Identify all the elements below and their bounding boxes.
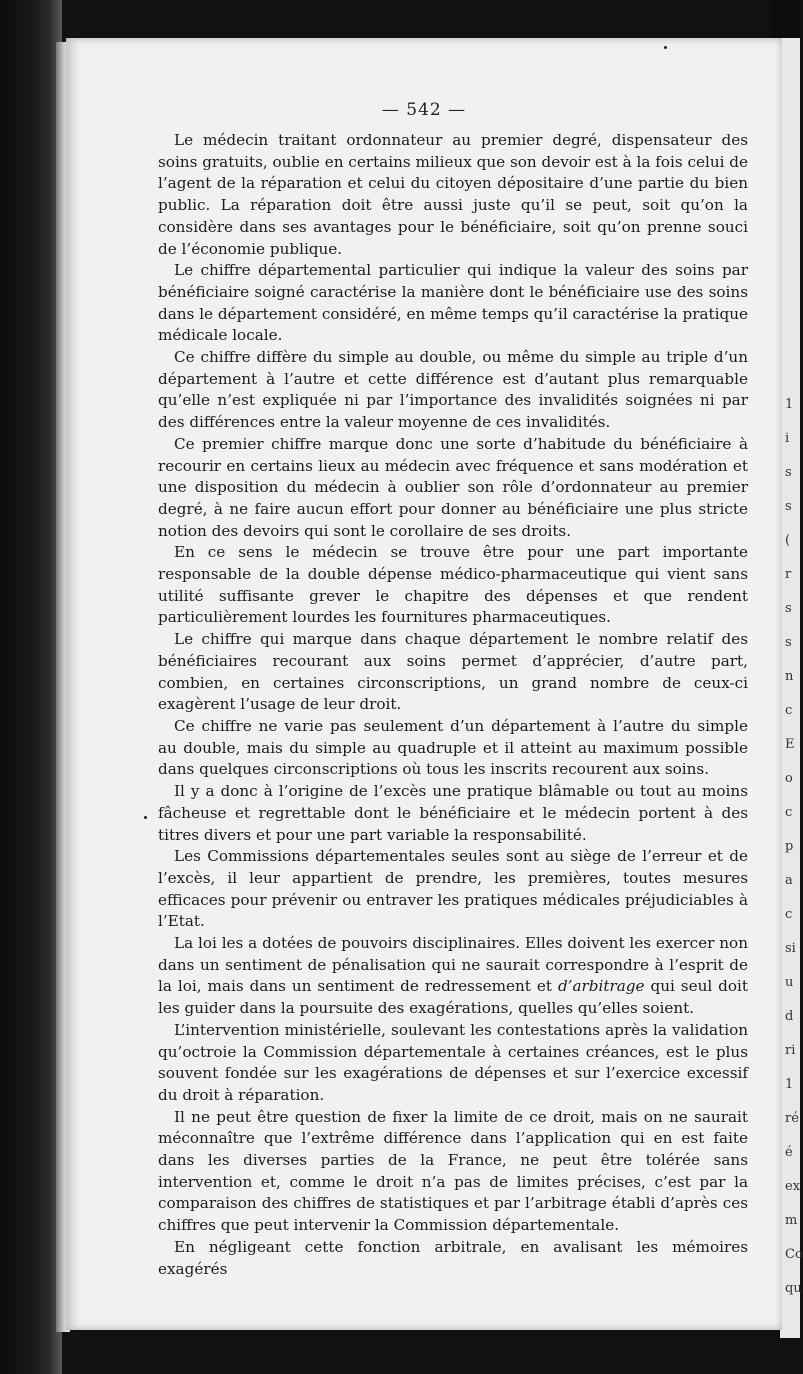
paragraph: En négligeant cette fonction arbitrale, en avalisant les mémoires exagérés xyxy=(158,1237,748,1278)
italic-term: d’arbitrage xyxy=(557,977,645,996)
adjacent-page-fragment: s xyxy=(785,465,792,480)
adjacent-page-fragment: s xyxy=(785,499,792,514)
adjacent-page-fragment: s xyxy=(785,635,792,650)
adjacent-page-fragment: ex xyxy=(785,1179,801,1194)
adjacent-page-fragment: m xyxy=(785,1213,798,1228)
adjacent-page-fragment: c xyxy=(785,805,793,820)
document-page xyxy=(66,38,782,1330)
adjacent-page-fragment: 1 xyxy=(785,1077,794,1092)
adjacent-page-fragment: 1 xyxy=(785,397,794,412)
paragraph xyxy=(158,933,748,1020)
paragraph: Les Commissions départementales seules sont au siège de l’erreur et de l’excès, il leur appartient de prendre, les premières, toutes mesures efficaces pour prévenir ou entraver les pratiques médicales préjudiciables à l’Etat. xyxy=(158,847,748,931)
adjacent-page-fragment: u xyxy=(785,975,794,990)
paragraph: Le chiffre qui marque dans chaque département le nombre relatif des bénéficiaires recourant aux soins permet d’apprécier, d’autre part, combien, en certaines circonscriptions, un grand nombre de ceux-ci exagèrent l’usage de leur droit. xyxy=(158,630,748,714)
adjacent-page-fragment: c xyxy=(785,703,793,718)
adjacent-page-edge xyxy=(780,38,803,1338)
paragraph: Ce chiffre ne varie pas seulement d’un département à l’autre du simple au double, mais du simple au quadruple et il atteint au maximum possible dans quelques circonscriptions où tous les inscrits recourent aux soins. xyxy=(158,716,748,779)
adjacent-page-fragment: p xyxy=(785,839,794,854)
adjacent-page-fragment: c xyxy=(785,907,793,922)
paragraph: Il y a donc à l’origine de l’excès une pratique blâmable ou tout au moins fâcheuse et regrettable dont le bénéficiaire et le médecin portent à des titres divers et pour une part variable la responsabilité. xyxy=(158,782,748,844)
book-binding xyxy=(0,0,62,1374)
body-text xyxy=(158,130,748,1280)
adjacent-page-fragment: s xyxy=(785,601,792,616)
adjacent-page-fragment: i xyxy=(785,431,790,446)
paragraph: Il ne peut être question de fixer la limite de ce droit, mais on ne saurait méconnaître que l’extrême différence dans l’application qui en est faite dans les diverses parties de la France, ne peut être tolérée sans intervention et, comme le droit n’a pas de limites précises, c’est par la comparaison des chiffres de statistiques et par l’arbitrage établi d’après ces chiffres que peut intervenir la Commission départementale. xyxy=(158,1107,748,1235)
paragraph: Le médecin traitant ordonnateur au premier degré, dispensateur des soins gratuits, oublie en certains milieux que son devoir est à la fois celui de l’agent de la réparation et celui du citoyen dépositaire d’une partie du bien public. La réparation doit être aussi juste qu’il se peut, soit qu’on la considère dans ses avantages pour le bénéficiaire, soit qu’on prenne souci de l’économie publique. xyxy=(158,131,748,258)
paragraph-text: qui seul doit les guider dans la poursuite des exagérations, quelles qu’elles soient. xyxy=(158,977,749,1018)
adjacent-page-fragment: a xyxy=(785,873,793,888)
adjacent-page-fragment: o xyxy=(785,771,793,786)
adjacent-page-fragment: n xyxy=(785,669,794,684)
adjacent-page-fragment: qu xyxy=(785,1281,802,1296)
paragraph-text: La loi les a dotées de pouvoirs disciplinaires. Elles doivent les exercer non dans un sentiment de pénalisation qui ne saurait correspondre à l’esprit de la loi, mais dans un sentiment de redressement et xyxy=(158,934,748,996)
dark-corner xyxy=(772,0,800,40)
adjacent-page-fragment: si xyxy=(785,941,796,956)
page-number: — 542 — xyxy=(381,100,467,120)
adjacent-page-fragment: d xyxy=(785,1009,794,1024)
adjacent-page-fragment: ( xyxy=(785,533,791,548)
adjacent-page-fragment: Co xyxy=(785,1247,803,1262)
adjacent-page-fragment: r xyxy=(785,567,792,582)
paragraph: L’intervention ministérielle, soulevant les contestations après la validation qu’octroie la Commission départementale à certaines créances, est le plus souvent fondée sur les exagérations de dépenses et sur l’exercice excessif du droit à réparation. xyxy=(158,1020,748,1104)
paragraph: Le chiffre départemental particulier qui indique la valeur des soins par bénéficiaire soigné caractérise la manière dont le bénéficiaire use des soins dans le département considéré, en même temps qu’il caractérise la pratique médicale locale. xyxy=(158,261,748,345)
paragraph: Ce chiffre diffère du simple au double, ou même du simple au triple d’un département à l’autre et cette différence est d’autant plus remarquable qu’elle n’est expliquée ni par l’importance des invalidités soignées ni par des différences entre la valeur moyenne de ces invalidités. xyxy=(158,348,748,432)
speck xyxy=(144,816,147,819)
paragraph: En ce sens le médecin se trouve être pour une part importante responsable de la double dépense médico-pharmaceutique qui vient sans utilité suffisante grever le chapitre des dépenses et que rendent particulièrement lourdes les fournitures pharmaceutiques. xyxy=(158,543,748,627)
adjacent-page-fragment: ri xyxy=(785,1043,796,1058)
paragraph: Ce premier chiffre marque donc une sorte d’habitude du bénéficiaire à recourir en certains lieux au médecin avec fréquence et sans modération et une disposition du médecin à oublier son rôle d’ordonnateur au premier degré, à ne faire aucun effort pour donner au bénéficiaire une plus stricte notion des devoirs qui sont le corollaire de ses droits. xyxy=(158,434,748,540)
speck xyxy=(664,46,667,49)
adjacent-page-fragment: E xyxy=(785,737,795,752)
adjacent-page-fragment: é xyxy=(785,1145,793,1160)
adjacent-page-fragment: ré xyxy=(785,1111,799,1126)
